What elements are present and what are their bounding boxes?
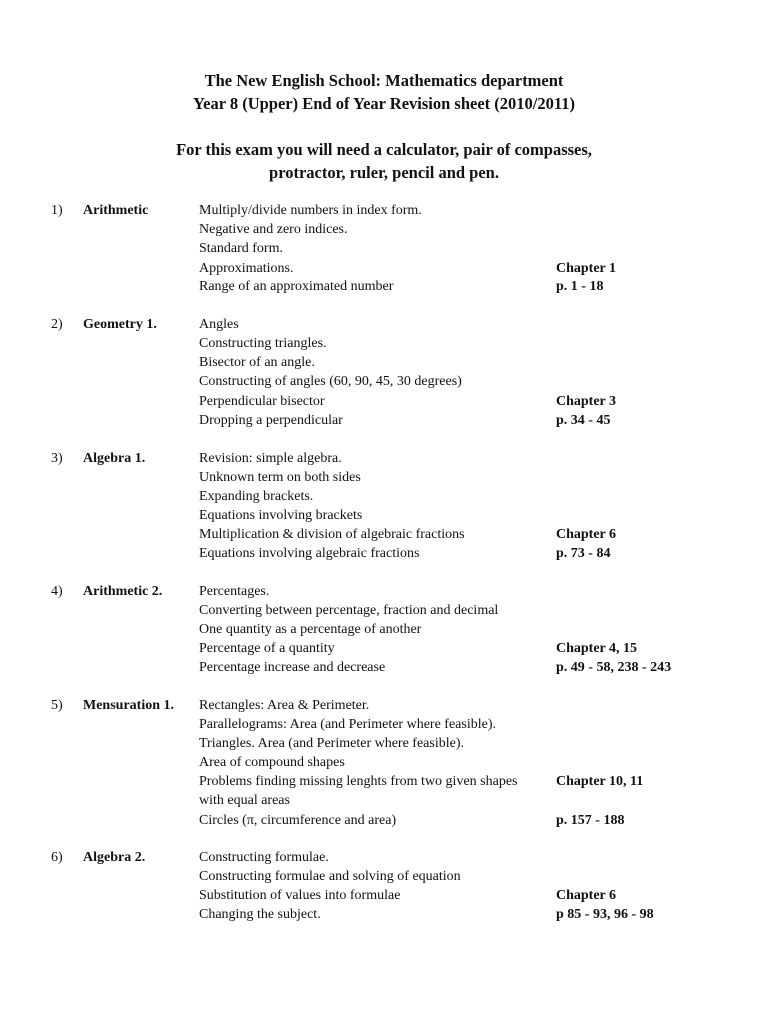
topic-item: Equations involving brackets [199,508,363,523]
section-row [0,867,768,886]
section-number: 1) [51,203,63,218]
section-row [0,353,768,372]
topic-item: One quantity as a percentage of another [199,622,422,637]
page-ref: p. 157 - 188 [556,813,625,828]
section-row [0,334,768,353]
topic-item: Constructing of angles (60, 90, 45, 30 degrees) [199,374,462,389]
school-title: The New English School: Mathematics department [204,71,564,90]
page-ref: p. 1 - 18 [556,279,604,294]
topic-item: Rectangles: Area & Perimeter. [199,698,370,713]
section-row [0,239,768,258]
topic-item: Converting between percentage, fraction and decimal [199,603,499,618]
topic-item: Changing the subject. [199,907,321,922]
topic-item: Triangles. Area (and Perimeter where feasible). [199,736,464,751]
section-topic: Mensuration 1. [83,698,174,713]
section-number: 4) [51,584,63,599]
section-row [0,259,768,278]
chapter-ref: Chapter 6 [556,888,617,903]
section-topic: Arithmetic [83,203,149,218]
section-row [0,715,768,734]
topic-item: Dropping a perpendicular [199,413,343,428]
section-number: 2) [51,317,63,332]
section-row [0,468,768,487]
topic-item: Constructing triangles. [199,336,327,351]
topic-item: Problems finding missing lenghts from two given shapes [199,774,518,789]
page-ref: p. 49 - 58, 238 - 243 [556,660,672,675]
chapter-ref: Chapter 3 [556,394,617,409]
section-row [0,449,768,468]
section-row [0,658,768,677]
section-row [0,639,768,658]
section-row [0,487,768,506]
section-row [0,372,768,391]
section-row [0,582,768,601]
topic-item: Standard form. [199,241,283,256]
section-topic: Algebra 2. [83,850,146,865]
section-row [0,772,768,791]
section-row [0,411,768,430]
chapter-ref: Chapter 1 [556,261,617,276]
section-row [0,506,768,525]
section-topic: Algebra 1. [83,451,146,466]
sheet-title: Year 8 (Upper) End of Year Revision sheet (2010/2011) [193,94,575,113]
topic-item: Approximations. [199,261,294,276]
section-row [0,392,768,411]
topic-item: Expanding brackets. [199,489,314,504]
section-row [0,753,768,772]
topic-item: Equations involving algebraic fractions [199,546,420,561]
topic-item: Bisector of an angle. [199,355,315,370]
topic-item: Revision: simple algebra. [199,451,342,466]
topic-item: Percentage increase and decrease [199,660,386,675]
section-row [0,315,768,334]
section-row [0,620,768,639]
section-row [0,544,768,563]
topic-item: Angles [199,317,239,332]
topic-item: Unknown term on both sides [199,470,361,485]
section-topic: Arithmetic 2. [83,584,163,599]
topic-item: Multiplication & division of algebraic fractions [199,527,465,542]
topic-item: Constructing formulae. [199,850,329,865]
section-number: 3) [51,451,63,466]
topic-item: Parallelograms: Area (and Perimeter where feasible). [199,717,496,732]
section-row [0,886,768,905]
topic-item: Substitution of values into formulae [199,888,401,903]
section-number: 5) [51,698,63,713]
topic-item: Circles (π, circumference and area) [199,813,397,828]
topic-item: Range of an approximated number [199,279,394,294]
page-ref: p. 34 - 45 [556,413,611,428]
section-row [0,791,768,810]
section-number: 6) [51,850,63,865]
section-row [0,601,768,620]
topic-item: Perpendicular bisector [199,394,325,409]
section-row [0,525,768,544]
chapter-ref: Chapter 4, 15 [556,641,638,656]
topic-item: Negative and zero indices. [199,222,348,237]
chapter-ref: Chapter 6 [556,527,617,542]
topic-item: Percentage of a quantity [199,641,335,656]
section-row [0,696,768,715]
requirements-line-2: protractor, ruler, pencil and pen. [269,163,499,182]
section-topic: Geometry 1. [83,317,157,332]
section-row [0,201,768,220]
topic-item: Area of compound shapes [199,755,345,770]
section-row [0,811,768,830]
requirements-line-1: For this exam you will need a calculator, pair of compasses, [176,140,592,159]
section-row [0,848,768,867]
page-ref: p. 73 - 84 [556,546,611,561]
chapter-ref: Chapter 10, 11 [556,774,644,789]
topic-item: Constructing formulae and solving of equation [199,869,461,884]
page-ref: p 85 - 93, 96 - 98 [556,907,654,922]
section-row [0,905,768,924]
section-row [0,220,768,239]
topic-item: Multiply/divide numbers in index form. [199,203,422,218]
topic-item: Percentages. [199,584,270,599]
section-row [0,277,768,296]
topic-item: with equal areas [199,793,290,808]
section-row [0,734,768,753]
